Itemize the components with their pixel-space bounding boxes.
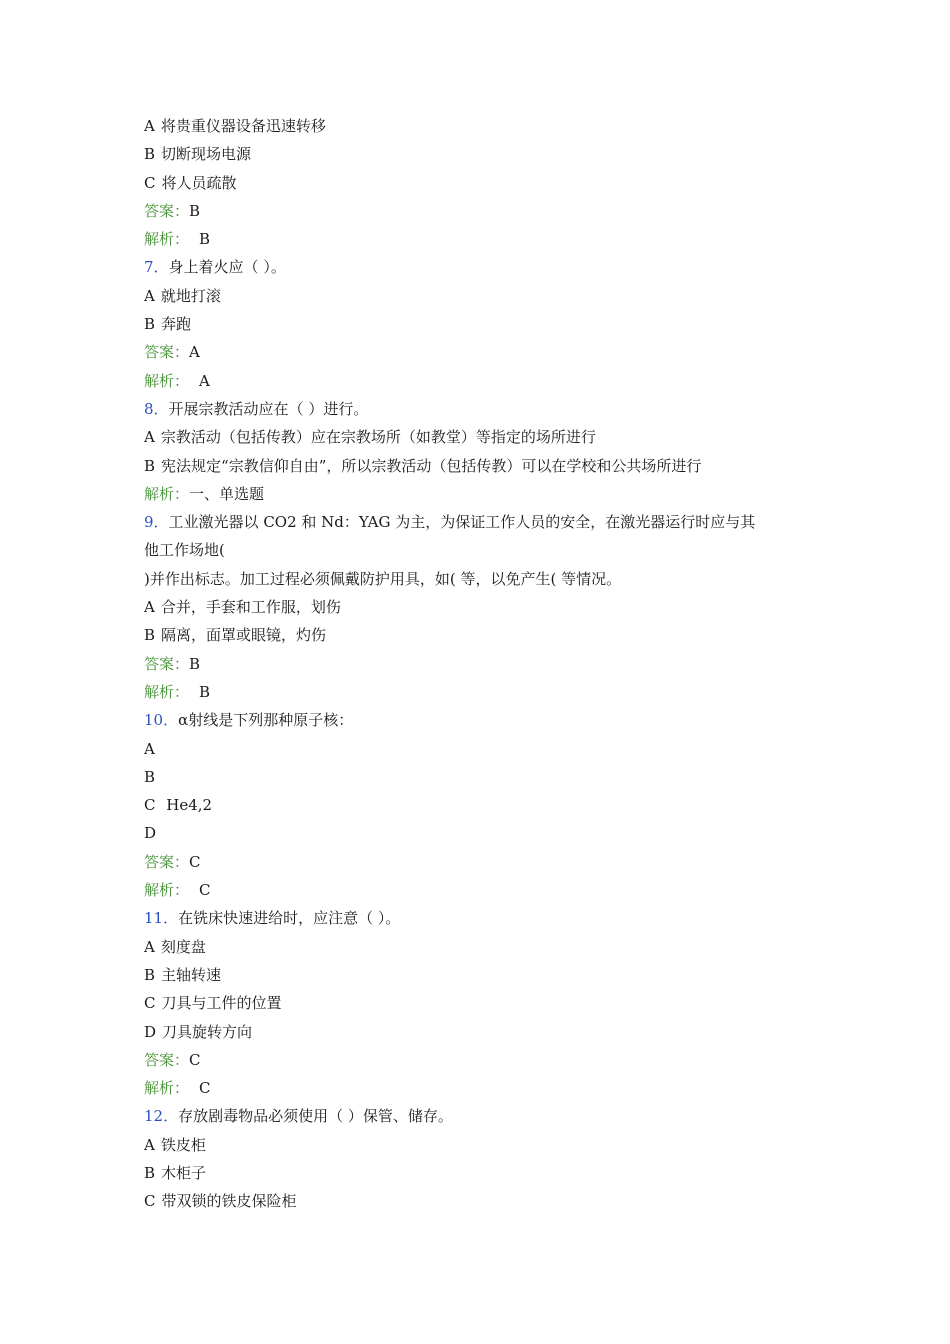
option-letter: B xyxy=(144,1163,156,1182)
answer-line xyxy=(144,848,824,876)
text-line xyxy=(144,536,824,564)
option-text: 隔离，面罩或眼镜，灼伤 xyxy=(161,626,327,645)
option-text: 刻度盘 xyxy=(160,937,206,956)
option-text: 铁皮柜 xyxy=(160,1135,206,1154)
analysis-value: C xyxy=(199,881,211,900)
option-text: 宪法规定“宗教信仰自由”，所以宗教活动（包括传教）可以在学校和公共场所进行 xyxy=(161,456,702,475)
option-line xyxy=(144,819,824,847)
analysis-value: A xyxy=(199,371,210,390)
option-text: 切断现场电源 xyxy=(161,145,252,164)
answer-line xyxy=(144,650,824,678)
question-number: 12． xyxy=(144,1107,179,1126)
option-letter: C xyxy=(144,1192,156,1211)
option-text: 就地打滚 xyxy=(160,286,221,305)
option-letter: A xyxy=(144,1135,155,1154)
answer-label: 答案： xyxy=(144,852,190,871)
analysis-line xyxy=(144,480,824,508)
question-text: α射线是下列那种原子核： xyxy=(178,711,354,730)
option-letter: B xyxy=(144,456,156,475)
option-letter: C xyxy=(144,796,156,815)
analysis-line xyxy=(144,1074,824,1102)
line-text: )并作出标志。加工过程必须佩戴防护用具，如( 等，以免产生( 等情况。 xyxy=(144,569,622,588)
analysis-label: 解析： xyxy=(144,1079,190,1098)
answer-value: B xyxy=(189,654,201,673)
analysis-line xyxy=(144,225,824,253)
option-line xyxy=(144,1131,824,1159)
question-number: 9． xyxy=(144,513,169,532)
analysis-value: B xyxy=(199,230,211,249)
option-line xyxy=(144,310,824,338)
answer-value: C xyxy=(189,852,201,871)
option-letter: B xyxy=(144,315,156,334)
option-text: 刀具旋转方向 xyxy=(162,1022,253,1041)
option-text: 合并，手套和工作服，划伤 xyxy=(160,598,341,617)
question-line xyxy=(144,904,824,932)
analysis-label: 解析： xyxy=(144,230,190,249)
answer-value: A xyxy=(189,343,200,362)
option-text: 将人员疏散 xyxy=(161,173,237,192)
answer-line xyxy=(144,338,824,366)
text-line xyxy=(144,565,824,593)
answer-line xyxy=(144,197,824,225)
analysis-value: C xyxy=(199,1079,211,1098)
option-letter: B xyxy=(144,767,156,786)
option-line xyxy=(144,763,824,791)
question-line xyxy=(144,253,824,281)
option-line xyxy=(144,112,824,140)
answer-label: 答案： xyxy=(144,654,190,673)
option-text: 刀具与工件的位置 xyxy=(161,994,282,1013)
option-letter: A xyxy=(144,598,155,617)
option-letter: D xyxy=(144,1022,157,1041)
option-text: 将贵重仪器设备迅速转移 xyxy=(160,117,326,135)
analysis-label: 解析： xyxy=(144,682,190,701)
analysis-label: 解析： xyxy=(144,484,190,503)
option-letter: A xyxy=(144,428,155,447)
option-letter: A xyxy=(144,286,155,305)
option-line xyxy=(144,933,824,961)
question-line xyxy=(144,508,824,536)
answer-value: C xyxy=(189,1050,201,1069)
answer-line xyxy=(144,1046,824,1074)
answer-label: 答案： xyxy=(144,201,190,220)
analysis-line xyxy=(144,678,824,706)
option-line xyxy=(144,791,824,819)
option-line xyxy=(144,423,824,451)
answer-label: 答案： xyxy=(144,343,190,362)
option-letter: A xyxy=(144,739,155,758)
option-line xyxy=(144,735,824,763)
option-line xyxy=(144,961,824,989)
question-text: 存放剧毒物品必须使用（ ）保管、储存。 xyxy=(178,1107,453,1126)
option-text: 带双锁的铁皮保险柜 xyxy=(161,1192,297,1211)
option-line xyxy=(144,1018,824,1046)
option-text: 奔跑 xyxy=(161,315,192,334)
option-line xyxy=(144,1159,824,1187)
option-letter: D xyxy=(144,824,157,843)
option-letter: A xyxy=(144,937,155,956)
option-line xyxy=(144,593,824,621)
question-text: 在铣床快速进给时，应注意（ ）。 xyxy=(178,909,401,928)
option-text: 木柜子 xyxy=(161,1163,207,1182)
option-line xyxy=(144,1187,824,1215)
question-line xyxy=(144,395,824,423)
option-line xyxy=(144,452,824,480)
analysis-value: 一、单选题 xyxy=(189,484,265,503)
question-number: 11． xyxy=(144,909,179,928)
option-text: He4,2 xyxy=(161,796,213,815)
question-line xyxy=(144,706,824,734)
option-letter: C xyxy=(144,994,156,1013)
analysis-label: 解析： xyxy=(144,371,190,390)
option-letter: A xyxy=(144,117,155,135)
option-line xyxy=(144,989,824,1017)
analysis-label: 解析： xyxy=(144,881,190,900)
option-text: 宗教活动（包括传教）应在宗教场所（如教堂）等指定的场所进行 xyxy=(160,428,596,447)
option-letter: B xyxy=(144,626,156,645)
option-line xyxy=(144,169,824,197)
analysis-line xyxy=(144,367,824,395)
option-line xyxy=(144,282,824,310)
document-page xyxy=(144,112,824,1216)
option-letter: B xyxy=(144,965,156,984)
answer-value: B xyxy=(189,201,201,220)
option-line xyxy=(144,621,824,649)
answer-label: 答案： xyxy=(144,1050,190,1069)
option-text: 主轴转速 xyxy=(161,965,222,984)
option-line xyxy=(144,140,824,168)
question-number: 8． xyxy=(144,399,169,418)
question-number: 7． xyxy=(144,258,169,277)
option-letter: B xyxy=(144,145,156,164)
analysis-value: B xyxy=(199,682,211,701)
option-letter: C xyxy=(144,173,156,192)
line-text: 他工作场地( xyxy=(144,541,225,560)
question-number: 10． xyxy=(144,711,179,730)
question-text: 身上着火应（ ）。 xyxy=(168,258,286,277)
question-text: 开展宗教活动应在（ ）进行。 xyxy=(168,399,369,418)
question-line xyxy=(144,1102,824,1130)
question-text: 工业激光器以 CO2 和 Nd：YAG 为主，为保证工作人员的安全，在激光器运行时应与其 xyxy=(168,513,756,532)
analysis-line xyxy=(144,876,824,904)
